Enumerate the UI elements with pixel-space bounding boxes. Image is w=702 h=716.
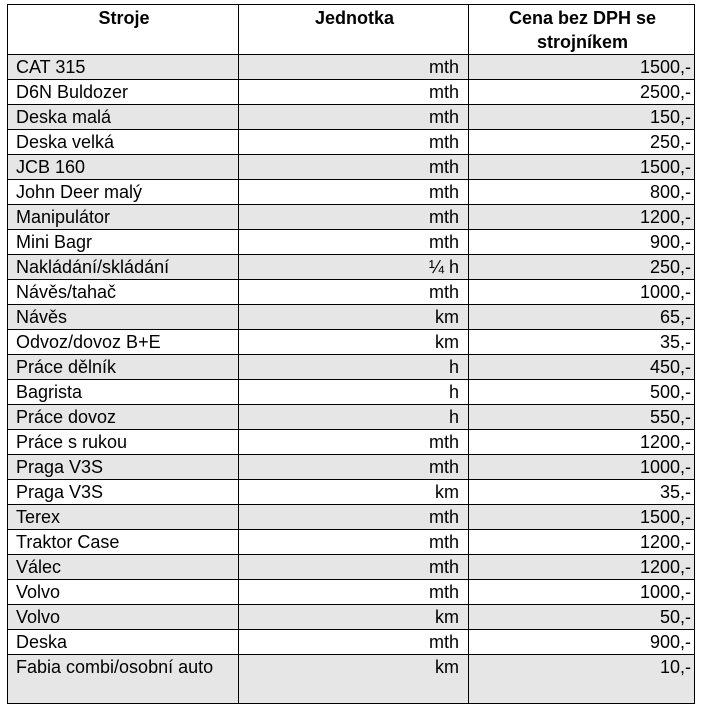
- machine-cell: Terex: [8, 505, 239, 530]
- column-header-machine: Stroje: [8, 5, 239, 55]
- unit-cell: mth: [239, 80, 469, 105]
- machine-cell: Volvo: [8, 580, 239, 605]
- price-cell: 1200,-: [469, 205, 695, 230]
- table-row: [8, 505, 695, 530]
- price-cell: 10,-: [469, 655, 695, 704]
- table-row: [8, 105, 695, 130]
- unit-cell: km: [239, 480, 469, 505]
- unit-cell: mth: [239, 630, 469, 655]
- unit-cell: mth: [239, 455, 469, 480]
- table-row: [8, 480, 695, 505]
- table-row: [8, 80, 695, 105]
- machine-cell: Manipulátor: [8, 205, 239, 230]
- unit-cell: mth: [239, 230, 469, 255]
- machine-cell: Práce dovoz: [8, 405, 239, 430]
- unit-cell: mth: [239, 55, 469, 80]
- table-row: [8, 355, 695, 380]
- table-row: [8, 280, 695, 305]
- price-cell: 65,-: [469, 305, 695, 330]
- machine-cell: JCB 160: [8, 155, 239, 180]
- table-row: [8, 655, 695, 704]
- machine-cell: Návěs/tahač: [8, 280, 239, 305]
- machine-cell: Návěs: [8, 305, 239, 330]
- price-cell: 900,-: [469, 630, 695, 655]
- table-row: [8, 330, 695, 355]
- table-row: [8, 180, 695, 205]
- table-header: [8, 5, 695, 55]
- price-cell: 250,-: [469, 130, 695, 155]
- machine-cell: Volvo: [8, 605, 239, 630]
- unit-cell: mth: [239, 105, 469, 130]
- price-cell: 50,-: [469, 605, 695, 630]
- unit-cell: mth: [239, 130, 469, 155]
- table-row: [8, 430, 695, 455]
- machine-cell: John Deer malý: [8, 180, 239, 205]
- machine-cell: Traktor Case: [8, 530, 239, 555]
- machine-cell: Deska malá: [8, 105, 239, 130]
- price-cell: 35,-: [469, 330, 695, 355]
- unit-cell: h: [239, 355, 469, 380]
- price-cell: 1000,-: [469, 580, 695, 605]
- machine-cell: D6N Buldozer: [8, 80, 239, 105]
- column-header-price: Cena bez DPH se strojníkem: [469, 5, 695, 55]
- price-cell: 1500,-: [469, 505, 695, 530]
- machine-cell: Deska velká: [8, 130, 239, 155]
- price-cell: 1000,-: [469, 455, 695, 480]
- price-cell: 900,-: [469, 230, 695, 255]
- table-row: [8, 205, 695, 230]
- machine-cell: Mini Bagr: [8, 230, 239, 255]
- machine-cell: Práce dělník: [8, 355, 239, 380]
- unit-cell: mth: [239, 155, 469, 180]
- price-cell: 500,-: [469, 380, 695, 405]
- header-row: [8, 5, 695, 55]
- machine-cell: Bagrista: [8, 380, 239, 405]
- price-cell: 1500,-: [469, 55, 695, 80]
- machine-cell: Praga V3S: [8, 455, 239, 480]
- machine-cell: Deska: [8, 630, 239, 655]
- unit-cell: mth: [239, 530, 469, 555]
- unit-cell: mth: [239, 430, 469, 455]
- table-row: [8, 580, 695, 605]
- table-row: [8, 555, 695, 580]
- unit-cell: mth: [239, 205, 469, 230]
- unit-cell: mth: [239, 180, 469, 205]
- machine-cell: Praga V3S: [8, 480, 239, 505]
- table-row: [8, 605, 695, 630]
- price-cell: 250,-: [469, 255, 695, 280]
- machine-cell: Nakládání/skládání: [8, 255, 239, 280]
- unit-cell: h: [239, 405, 469, 430]
- machine-cell: Odvoz/dovoz B+E: [8, 330, 239, 355]
- price-cell: 800,-: [469, 180, 695, 205]
- price-table: [7, 4, 695, 704]
- machine-cell: Fabia combi/osobní auto: [8, 655, 239, 704]
- unit-cell: mth: [239, 505, 469, 530]
- price-cell: 2500,-: [469, 80, 695, 105]
- unit-cell: km: [239, 330, 469, 355]
- price-cell: 1200,-: [469, 430, 695, 455]
- table-row: [8, 130, 695, 155]
- price-cell: 1000,-: [469, 280, 695, 305]
- price-cell: 1500,-: [469, 155, 695, 180]
- price-cell: 550,-: [469, 405, 695, 430]
- unit-cell: mth: [239, 280, 469, 305]
- table-row: [8, 55, 695, 80]
- table-row: [8, 630, 695, 655]
- machine-cell: Práce s rukou: [8, 430, 239, 455]
- unit-cell: km: [239, 605, 469, 630]
- price-cell: 150,-: [469, 105, 695, 130]
- machine-cell: CAT 315: [8, 55, 239, 80]
- unit-cell: ¼ h: [239, 255, 469, 280]
- table-body: [8, 55, 695, 704]
- table-row: [8, 305, 695, 330]
- machine-cell: Válec: [8, 555, 239, 580]
- unit-cell: mth: [239, 555, 469, 580]
- price-cell: 1200,-: [469, 530, 695, 555]
- price-cell: 35,-: [469, 480, 695, 505]
- table-row: [8, 230, 695, 255]
- unit-cell: km: [239, 655, 469, 704]
- table-row: [8, 405, 695, 430]
- table-row: [8, 255, 695, 280]
- price-cell: 450,-: [469, 355, 695, 380]
- unit-cell: mth: [239, 580, 469, 605]
- table-row: [8, 380, 695, 405]
- unit-cell: km: [239, 305, 469, 330]
- table-row: [8, 155, 695, 180]
- price-cell: 1200,-: [469, 555, 695, 580]
- table-row: [8, 530, 695, 555]
- column-header-unit: Jednotka: [239, 5, 469, 55]
- unit-cell: h: [239, 380, 469, 405]
- table-row: [8, 455, 695, 480]
